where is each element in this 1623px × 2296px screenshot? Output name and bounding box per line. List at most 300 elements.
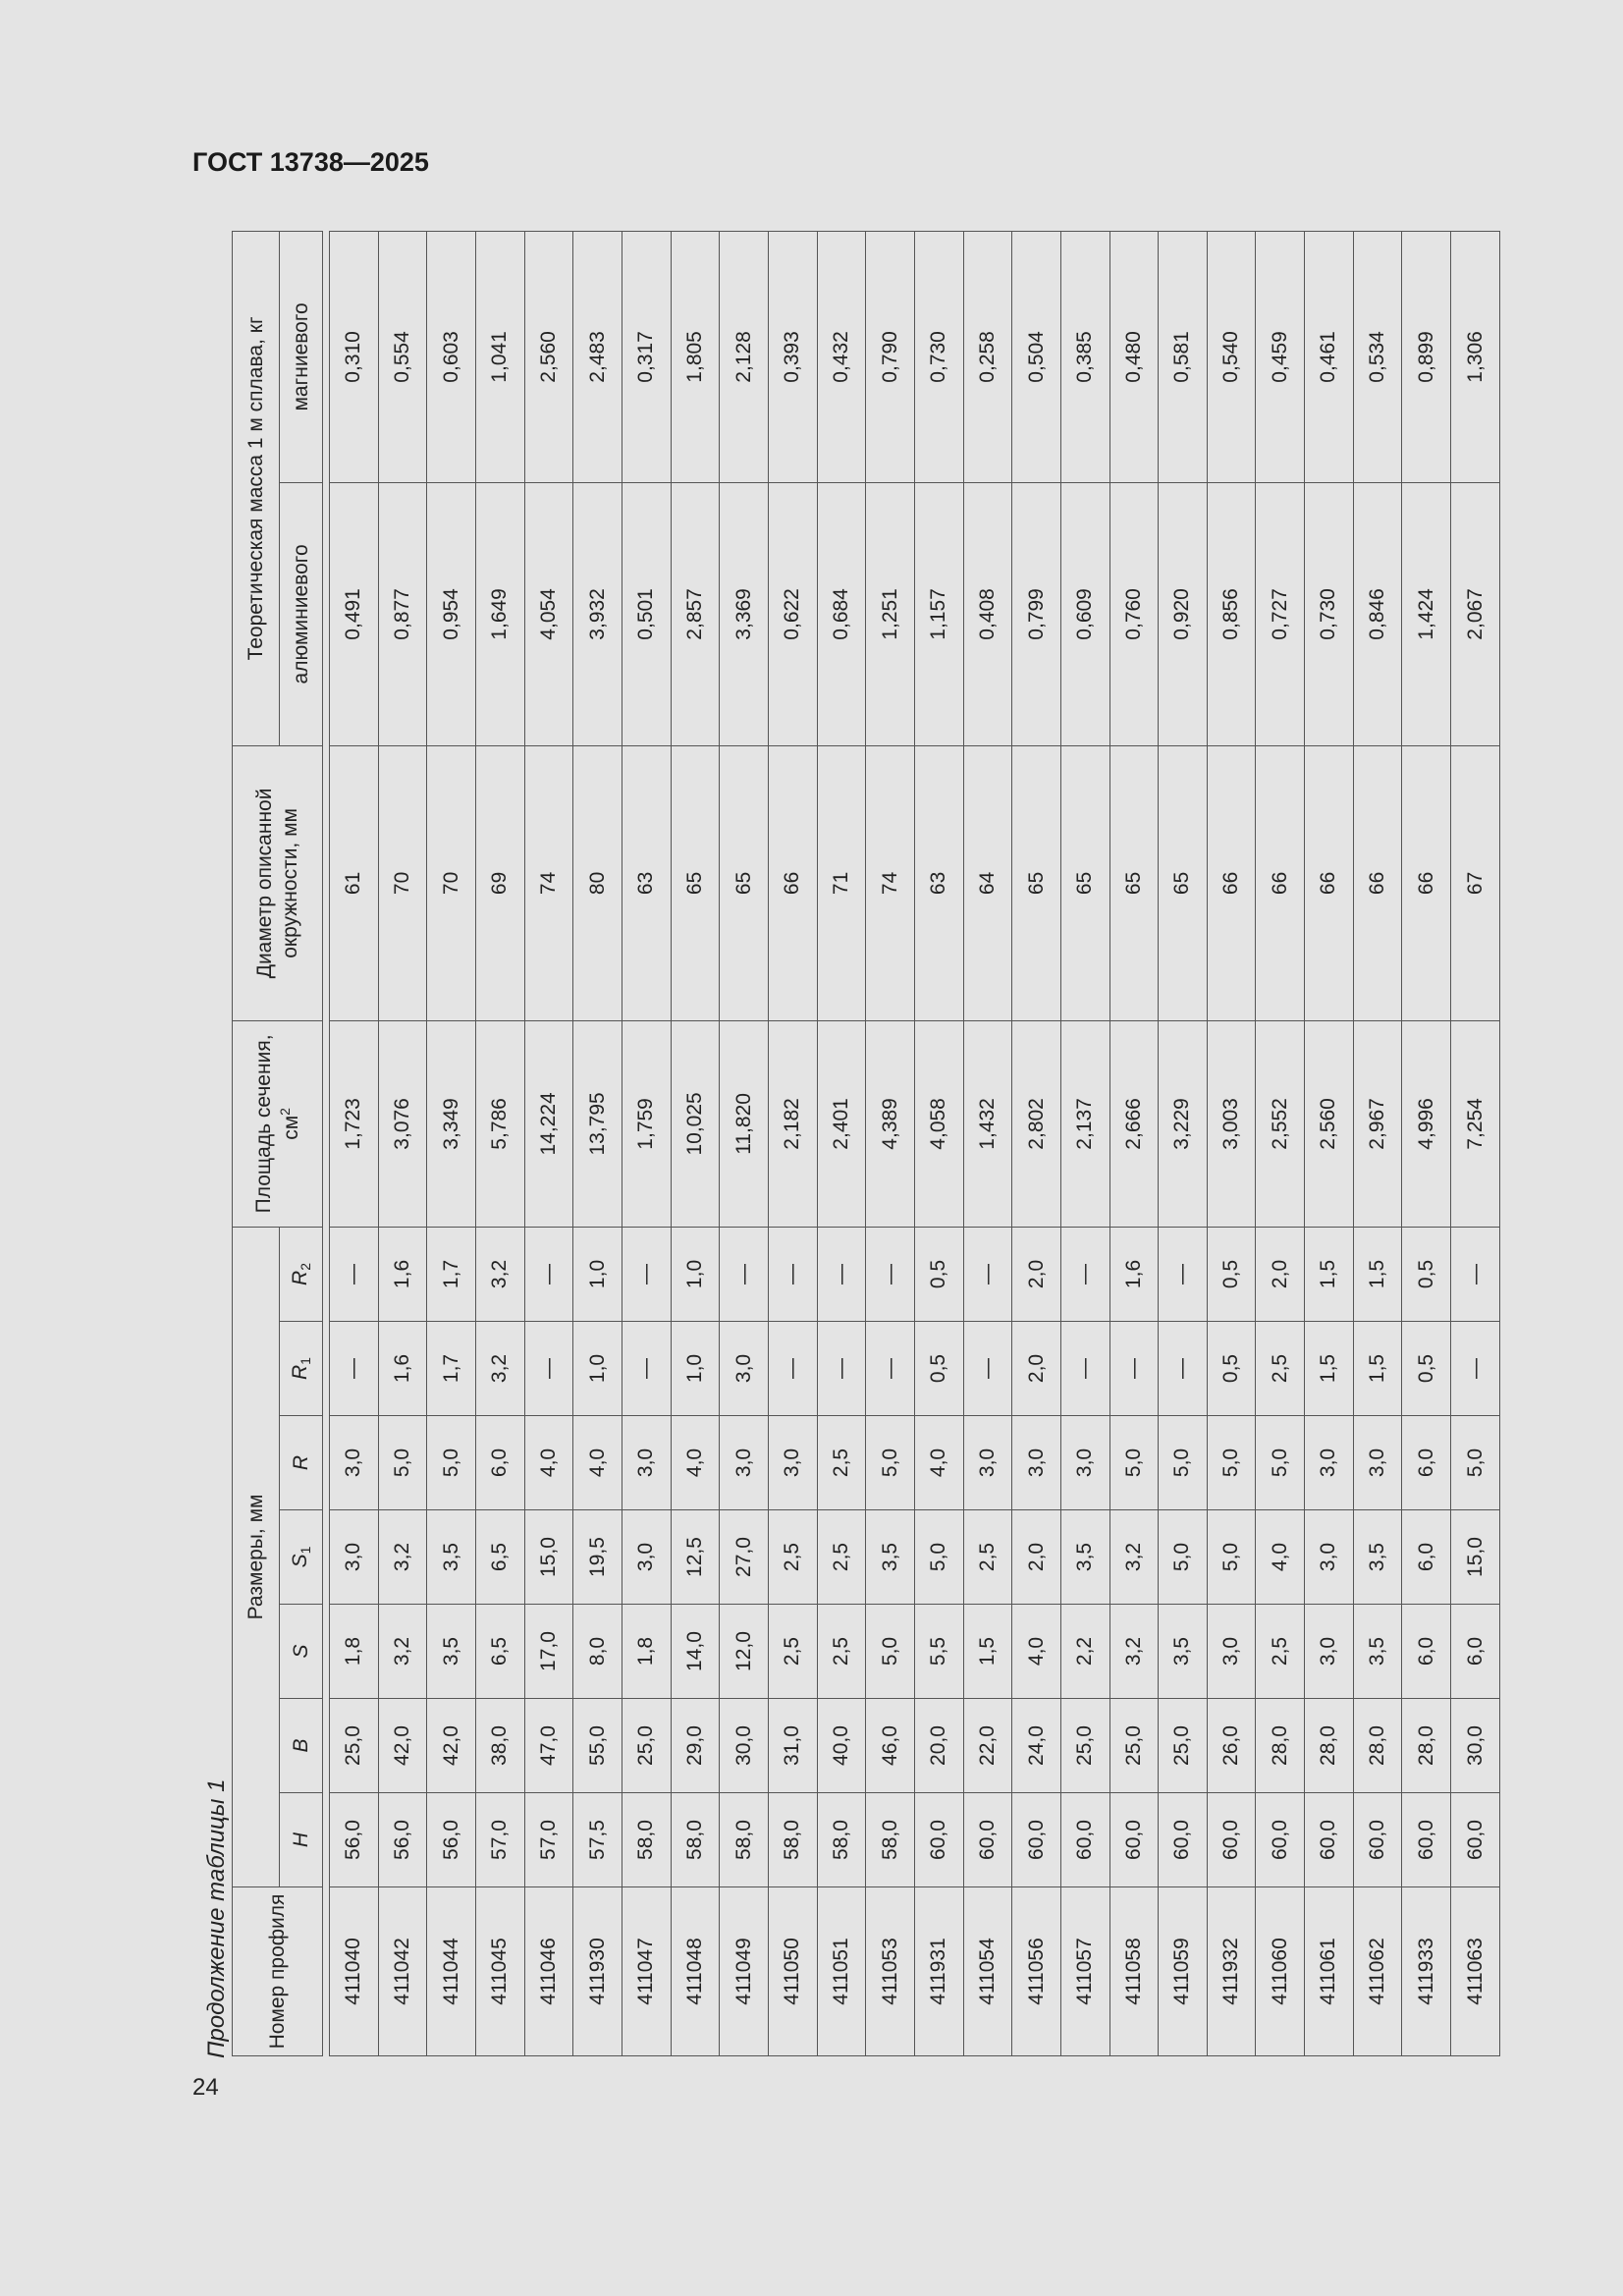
cell-h: 60,0 [963,1793,1012,1887]
cell-diameter: 65 [1159,745,1208,1020]
cell-mass-magnesium: 0,603 [427,231,476,482]
cell-area: 3,003 [1207,1020,1256,1227]
cell-area: 1,432 [963,1020,1012,1227]
table-row [622,231,671,2055]
table-row [524,231,573,2055]
cell-s1: 15,0 [1451,1510,1500,1605]
cell-diameter: 64 [963,745,1012,1020]
cell-s1: 4,0 [1256,1510,1305,1605]
cell-r: 3,0 [1305,1416,1354,1510]
profile-table [232,231,1500,2056]
cell-s: 6,5 [475,1605,524,1699]
cell-r2: 1,0 [573,1227,622,1321]
cell-h: 56,0 [427,1793,476,1887]
cell-mass-aluminium: 4,054 [524,482,573,745]
cell-mass-aluminium: 3,932 [573,482,622,745]
cell-b: 28,0 [1256,1699,1305,1793]
cell-r1: 2,5 [1256,1322,1305,1416]
cell-s1: 3,2 [378,1510,427,1605]
cell-h: 57,0 [524,1793,573,1887]
cell-h: 60,0 [1353,1793,1402,1887]
col-b-header: B [280,1699,323,1793]
cell-s: 2,5 [817,1605,866,1699]
cell-profile-number: 411045 [475,1887,524,2056]
table-row [914,231,963,2055]
cell-s: 12,0 [720,1605,769,1699]
cell-r1: 3,0 [720,1322,769,1416]
cell-profile-number: 411062 [1353,1887,1402,2056]
cell-r2: — [963,1227,1012,1321]
cell-profile-number: 411931 [914,1887,963,2056]
cell-diameter: 66 [1305,745,1354,1020]
cell-diameter: 66 [1353,745,1402,1020]
cell-r: 4,0 [524,1416,573,1510]
cell-profile-number: 411056 [1012,1887,1061,2056]
cell-mass-magnesium: 0,581 [1159,231,1208,482]
cell-b: 25,0 [1159,1699,1208,1793]
cell-r: 6,0 [475,1416,524,1510]
cell-mass-magnesium: 0,258 [963,231,1012,482]
table-row [1353,231,1402,2055]
cell-s1: 5,0 [1207,1510,1256,1605]
cell-profile-number: 411932 [1207,1887,1256,2056]
cell-r2: 2,0 [1256,1227,1305,1321]
cell-b: 25,0 [622,1699,671,1793]
cell-s1: 15,0 [524,1510,573,1605]
cell-profile-number: 411060 [1256,1887,1305,2056]
cell-mass-magnesium: 0,480 [1109,231,1159,482]
cell-s: 5,0 [866,1605,915,1699]
cell-diameter: 65 [1012,745,1061,1020]
cell-diameter: 70 [378,745,427,1020]
cell-area: 1,723 [330,1020,379,1227]
cell-r2: 0,5 [914,1227,963,1321]
table-row [378,231,427,2055]
cell-profile-number: 411053 [866,1887,915,2056]
cell-r2: 1,0 [671,1227,720,1321]
cell-mass-aluminium: 0,799 [1012,482,1061,745]
cell-s: 8,0 [573,1605,622,1699]
cell-mass-aluminium: 0,730 [1305,482,1354,745]
table-row [475,231,524,2055]
table-row [1159,231,1208,2055]
cell-r1: 0,5 [1207,1322,1256,1416]
cell-diameter: 71 [817,745,866,1020]
cell-b: 24,0 [1012,1699,1061,1793]
cell-s1: 3,5 [1060,1510,1109,1605]
cell-area: 2,967 [1353,1020,1402,1227]
header-separator [323,231,330,2055]
table-row [671,231,720,2055]
cell-profile-number: 411048 [671,1887,720,2056]
cell-r1: — [330,1322,379,1416]
cell-diameter: 70 [427,745,476,1020]
col-alu-header: алюминиевого [280,482,323,745]
cell-s: 1,5 [963,1605,1012,1699]
cell-area: 2,666 [1109,1020,1159,1227]
cell-s: 17,0 [524,1605,573,1699]
cell-area: 10,025 [671,1020,720,1227]
cell-r1: — [1451,1322,1500,1416]
cell-diameter: 66 [1402,745,1451,1020]
cell-h: 58,0 [622,1793,671,1887]
cell-mass-aluminium: 0,408 [963,482,1012,745]
cell-h: 60,0 [1159,1793,1208,1887]
cell-mass-magnesium: 2,483 [573,231,622,482]
cell-r: 5,0 [1256,1416,1305,1510]
cell-h: 58,0 [671,1793,720,1887]
cell-r2: — [524,1227,573,1321]
cell-diameter: 74 [866,745,915,1020]
cell-profile-number: 411044 [427,1887,476,2056]
table-row [1305,231,1354,2055]
cell-r: 5,0 [427,1416,476,1510]
cell-s: 3,2 [1109,1605,1159,1699]
cell-diameter: 66 [1256,745,1305,1020]
cell-diameter: 67 [1451,745,1500,1020]
cell-s1: 5,0 [914,1510,963,1605]
cell-mass-magnesium: 0,461 [1305,231,1354,482]
cell-s1: 2,5 [817,1510,866,1605]
cell-mass-aluminium: 0,846 [1353,482,1402,745]
cell-h: 60,0 [1402,1793,1451,1887]
cell-b: 42,0 [378,1699,427,1793]
cell-area: 2,182 [768,1020,817,1227]
table-row [720,231,769,2055]
cell-r: 6,0 [1402,1416,1451,1510]
cell-r: 5,0 [1109,1416,1159,1510]
cell-b: 25,0 [1109,1699,1159,1793]
cell-mass-magnesium: 0,540 [1207,231,1256,482]
cell-h: 57,5 [573,1793,622,1887]
col-area-header: Площадь сечения, $см^2$ [233,1020,323,1227]
cell-r1: — [963,1322,1012,1416]
cell-mass-magnesium: 0,554 [378,231,427,482]
cell-s: 6,0 [1402,1605,1451,1699]
cell-profile-number: 411054 [963,1887,1012,2056]
cell-h: 57,0 [475,1793,524,1887]
cell-area: 5,786 [475,1020,524,1227]
cell-r1: 1,5 [1305,1322,1354,1416]
cell-diameter: 66 [1207,745,1256,1020]
cell-mass-aluminium: 0,877 [378,482,427,745]
cell-profile-number: 411051 [817,1887,866,2056]
table-row [1012,231,1061,2055]
cell-s: 2,2 [1060,1605,1109,1699]
cell-r1: — [817,1322,866,1416]
cell-r: 3,0 [330,1416,379,1510]
cell-r: 4,0 [914,1416,963,1510]
cell-r2: 1,5 [1305,1227,1354,1321]
cell-area: 2,560 [1305,1020,1354,1227]
cell-mass-aluminium: 0,491 [330,482,379,745]
cell-r: 3,0 [1012,1416,1061,1510]
cell-mass-aluminium: 1,157 [914,482,963,745]
cell-mass-aluminium: 0,760 [1109,482,1159,745]
cell-s1: 3,0 [330,1510,379,1605]
cell-r1: 0,5 [914,1322,963,1416]
cell-b: 29,0 [671,1699,720,1793]
cell-r2: 1,5 [1353,1227,1402,1321]
cell-mass-aluminium: 0,727 [1256,482,1305,745]
cell-area: 2,401 [817,1020,866,1227]
cell-h: 58,0 [817,1793,866,1887]
cell-s1: 27,0 [720,1510,769,1605]
cell-h: 60,0 [914,1793,963,1887]
cell-s: 2,5 [1256,1605,1305,1699]
cell-mass-magnesium: 0,432 [817,231,866,482]
cell-s: 3,5 [427,1605,476,1699]
cell-diameter: 63 [914,745,963,1020]
cell-mass-aluminium: 0,684 [817,482,866,745]
cell-area: 13,795 [573,1020,622,1227]
cell-r1: — [622,1322,671,1416]
cell-r1: — [1159,1322,1208,1416]
cell-r2: — [1060,1227,1109,1321]
cell-s1: 3,0 [622,1510,671,1605]
cell-area: 4,996 [1402,1020,1451,1227]
cell-s: 14,0 [671,1605,720,1699]
cell-h: 60,0 [1451,1793,1500,1887]
cell-r: 3,0 [1060,1416,1109,1510]
cell-profile-number: 411059 [1159,1887,1208,2056]
cell-s1: 3,5 [866,1510,915,1605]
cell-r2: 1,7 [427,1227,476,1321]
col-s1-header: $S_1$ [280,1510,323,1605]
cell-mass-aluminium: 0,856 [1207,482,1256,745]
cell-r1: 1,7 [427,1322,476,1416]
cell-s1: 12,5 [671,1510,720,1605]
cell-mass-aluminium: 0,501 [622,482,671,745]
cell-r1: 1,5 [1353,1322,1402,1416]
cell-diameter: 63 [622,745,671,1020]
cell-diameter: 80 [573,745,622,1020]
cell-s: 3,2 [378,1605,427,1699]
cell-s: 1,8 [330,1605,379,1699]
cell-mass-magnesium: 2,128 [720,231,769,482]
cell-mass-aluminium: 0,609 [1060,482,1109,745]
cell-profile-number: 411049 [720,1887,769,2056]
cell-h: 58,0 [866,1793,915,1887]
cell-mass-magnesium: 0,504 [1012,231,1061,482]
cell-h: 60,0 [1109,1793,1159,1887]
cell-r1: 1,0 [573,1322,622,1416]
col-mag-header: магниевого [280,231,323,482]
cell-r1: 2,0 [1012,1322,1061,1416]
cell-mass-magnesium: 0,310 [330,231,379,482]
cell-profile-number: 411057 [1060,1887,1109,2056]
cell-diameter: 74 [524,745,573,1020]
cell-area: 2,802 [1012,1020,1061,1227]
col-r-header: R [280,1416,323,1510]
cell-area: 2,137 [1060,1020,1109,1227]
cell-b: 31,0 [768,1699,817,1793]
cell-s: 5,5 [914,1605,963,1699]
cell-s: 6,0 [1451,1605,1500,1699]
cell-diameter: 66 [768,745,817,1020]
cell-area: 4,058 [914,1020,963,1227]
cell-r2: — [1159,1227,1208,1321]
col-r1-header: $R_1$ [280,1322,323,1416]
cell-mass-magnesium: 1,306 [1451,231,1500,482]
cell-area: 4,389 [866,1020,915,1227]
cell-b: 25,0 [330,1699,379,1793]
cell-r1: — [1109,1322,1159,1416]
cell-r: 3,0 [768,1416,817,1510]
cell-b: 42,0 [427,1699,476,1793]
cell-mass-magnesium: 0,899 [1402,231,1451,482]
table-row [866,231,915,2055]
cell-s: 2,5 [768,1605,817,1699]
table-row [963,231,1012,2055]
cell-s1: 3,0 [1305,1510,1354,1605]
cell-h: 60,0 [1305,1793,1354,1887]
cell-profile-number: 411933 [1402,1887,1451,2056]
cell-r2: — [1451,1227,1500,1321]
cell-s: 3,5 [1159,1605,1208,1699]
cell-diameter: 65 [720,745,769,1020]
cell-r2: 0,5 [1402,1227,1451,1321]
cell-diameter: 69 [475,745,524,1020]
cell-r: 5,0 [378,1416,427,1510]
cell-r1: — [524,1322,573,1416]
col-profile-header: Номер профиля [233,1887,323,2056]
cell-b: 22,0 [963,1699,1012,1793]
table-row [330,231,379,2055]
cell-mass-aluminium: 1,424 [1402,482,1451,745]
cell-r2: — [866,1227,915,1321]
cell-s: 4,0 [1012,1605,1061,1699]
cell-b: 30,0 [1451,1699,1500,1793]
cell-area: 3,076 [378,1020,427,1227]
cell-mass-magnesium: 1,805 [671,231,720,482]
cell-r: 5,0 [866,1416,915,1510]
cell-r1: — [768,1322,817,1416]
cell-s1: 5,0 [1159,1510,1208,1605]
cell-profile-number: 411046 [524,1887,573,2056]
cell-s1: 2,5 [768,1510,817,1605]
cell-profile-number: 411930 [573,1887,622,2056]
cell-diameter: 65 [1109,745,1159,1020]
cell-s: 3,0 [1305,1605,1354,1699]
cell-r2: — [817,1227,866,1321]
cell-r2: 2,0 [1012,1227,1061,1321]
cell-r2: 3,2 [475,1227,524,1321]
table-row [1109,231,1159,2055]
cell-r2: 1,6 [1109,1227,1159,1321]
cell-r2: 1,6 [378,1227,427,1321]
cell-mass-aluminium: 0,954 [427,482,476,745]
cell-s1: 19,5 [573,1510,622,1605]
cell-profile-number: 411042 [378,1887,427,2056]
cell-s1: 3,2 [1109,1510,1159,1605]
cell-mass-magnesium: 1,041 [475,231,524,482]
cell-r: 3,0 [720,1416,769,1510]
table-row [1207,231,1256,2055]
page-number: 24 [192,2074,219,2101]
cell-h: 58,0 [768,1793,817,1887]
table-row [1451,231,1500,2055]
cell-r2: — [330,1227,379,1321]
cell-h: 56,0 [378,1793,427,1887]
cell-b: 38,0 [475,1699,524,1793]
cell-mass-aluminium: 1,649 [475,482,524,745]
cell-h: 60,0 [1207,1793,1256,1887]
cell-mass-aluminium: 2,067 [1451,482,1500,745]
cell-r1: 1,0 [671,1322,720,1416]
cell-s1: 3,5 [1353,1510,1402,1605]
cell-s1: 2,0 [1012,1510,1061,1605]
table-caption: Продолжение таблицы 1 [203,1778,230,2058]
table-row [1060,231,1109,2055]
cell-profile-number: 411063 [1451,1887,1500,2056]
cell-diameter: 65 [671,745,720,1020]
cell-b: 55,0 [573,1699,622,1793]
cell-r: 5,0 [1159,1416,1208,1510]
cell-area: 14,224 [524,1020,573,1227]
cell-diameter: 65 [1060,745,1109,1020]
cell-r: 4,0 [671,1416,720,1510]
cell-b: 25,0 [1060,1699,1109,1793]
cell-h: 58,0 [720,1793,769,1887]
cell-h: 60,0 [1256,1793,1305,1887]
cell-r1: — [866,1322,915,1416]
cell-r1: — [1060,1322,1109,1416]
cell-mass-aluminium: 3,369 [720,482,769,745]
table-row [1402,231,1451,2055]
cell-h: 56,0 [330,1793,379,1887]
cell-b: 28,0 [1305,1699,1354,1793]
col-s-header: S [280,1605,323,1699]
cell-r: 2,5 [817,1416,866,1510]
cell-r1: 1,6 [378,1322,427,1416]
cell-mass-magnesium: 0,730 [914,231,963,482]
cell-profile-number: 411050 [768,1887,817,2056]
cell-r: 3,0 [1353,1416,1402,1510]
cell-h: 60,0 [1012,1793,1061,1887]
cell-profile-number: 411040 [330,1887,379,2056]
cell-r1: 3,2 [475,1322,524,1416]
cell-area: 11,820 [720,1020,769,1227]
cell-r2: — [720,1227,769,1321]
cell-area: 2,552 [1256,1020,1305,1227]
cell-diameter: 61 [330,745,379,1020]
cell-area: 3,349 [427,1020,476,1227]
cell-profile-number: 411047 [622,1887,671,2056]
cell-r1: 0,5 [1402,1322,1451,1416]
page-header: ГОСТ 13738—2025 [192,147,429,177]
cell-r: 4,0 [573,1416,622,1510]
cell-r: 3,0 [622,1416,671,1510]
table-row [817,231,866,2055]
table-row [768,231,817,2055]
cell-mass-magnesium: 0,317 [622,231,671,482]
cell-b: 28,0 [1402,1699,1451,1793]
col-h-header: H [280,1793,323,1887]
cell-r2: 0,5 [1207,1227,1256,1321]
cell-b: 20,0 [914,1699,963,1793]
cell-s1: 6,5 [475,1510,524,1605]
col-diameter-header: Диаметр описанной окружности, мм [233,745,323,1020]
table-row [1256,231,1305,2055]
cell-s1: 3,5 [427,1510,476,1605]
cell-b: 28,0 [1353,1699,1402,1793]
dims-group-header: Размеры, мм [233,1227,280,1886]
table-row [427,231,476,2055]
cell-r2: — [768,1227,817,1321]
cell-b: 26,0 [1207,1699,1256,1793]
cell-mass-magnesium: 0,459 [1256,231,1305,482]
